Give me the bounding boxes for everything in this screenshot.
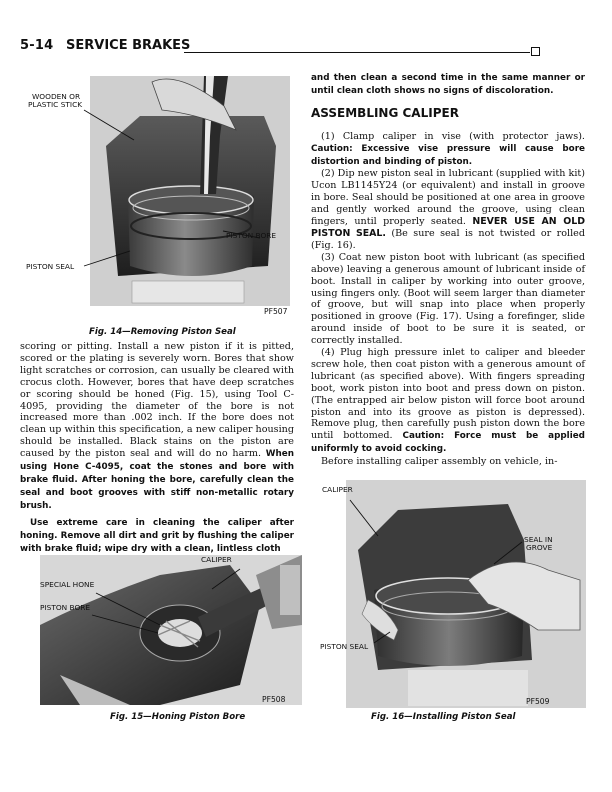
step-2-end: (Be sure seal is not twisted or rolled (Fig. 16). xyxy=(311,227,585,251)
figure-15-illustration xyxy=(40,555,302,705)
left-para-2-bold: Use extreme care in cleaning the caliper after honing. Remove all dirt and grit by flushing the caliper with brake fluid; wipe dry with a clean, lintless cloth xyxy=(20,517,294,554)
fig15-label-hone: SPECIAL HONE xyxy=(40,580,95,589)
fig15-label-caliper: CALIPER xyxy=(201,555,232,564)
fig16-code: PF509 xyxy=(526,697,550,706)
step-4 xyxy=(311,347,585,456)
left-para-1-text: scoring or pitting. Install a new piston if it is pitted, scored or the plating is severely worn. Bores that show light scratches or corrosion, can usually be cleared with crocus cloth. However, bores that have deep scratches or scoring should be honed (Fig. 15), using Tool C-4095, providing the diameter of the bore is not increased more than .002 inch. If the bore does not clean up within this specification, a new caliper housing should be installed. Black stains on the piston are caused by the piston seal and will do no harm. xyxy=(20,341,294,460)
figure-14 xyxy=(28,76,290,326)
fig16-label-seal: PISTON SEAL xyxy=(320,642,369,651)
figure-16 xyxy=(318,480,586,708)
header-end-box xyxy=(531,47,540,56)
right-intro xyxy=(311,72,585,98)
fig16-label-groove-1: SEAL IN xyxy=(524,535,553,544)
fig14-label-stick-2: PLASTIC STICK xyxy=(28,100,83,109)
fig16-label-caliper: CALIPER xyxy=(322,485,353,494)
closing-line xyxy=(311,456,585,468)
figure-15 xyxy=(40,555,302,705)
left-column-text xyxy=(20,341,294,555)
figure-14-caption: Fig. 14—Removing Piston Seal xyxy=(89,327,236,337)
assembling-heading xyxy=(311,105,585,121)
figure-15-caption: Fig. 15—Honing Piston Bore xyxy=(110,712,246,722)
left-para-1-bold: When using Hone C-4095, coat the stones and bore with brake fluid. After honing the bore, carefully clean the seal and boot grooves with stiff non-metallic rotary brush. xyxy=(20,449,294,511)
figure-16-illustration xyxy=(318,480,586,708)
step-4-text: (4) Plug high pressure inlet to caliper and bleeder screw hole, then coat piston with a generous amount of lubricant (as specified above). With fingers spreading boot, work piston into boot and press down on piston. (The entrapped air below piston will force boot around piston and into its groove as piston is depressed). Remove plug, then carefully push piston down the bore until bottomed. xyxy=(311,347,585,442)
closing-line-text: Before installing caliper assembly on vehicle, in- xyxy=(321,456,558,468)
step-1 xyxy=(311,131,585,169)
left-para-2 xyxy=(20,517,294,556)
right-intro-bold: and then clean a second time in the same manner or until clean cloth shows no signs of discoloration. xyxy=(311,73,585,96)
step-3-text: (3) Coat new piston boot with lubricant (as specified above) leaving a generous amount of lubricant inside of boot. Install in caliper by working into outer groove, using fingers only. (Boot will seem larger than diameter of groove, but will snap into place when properly positioned in groove (Fig. 17). Using a forefinger, slide around inside of boot to be sure it is seated, or correctly installed. xyxy=(311,251,585,347)
fig14-label-stick-1: WOODEN OR xyxy=(32,92,81,101)
step-4-caution: Caution: Force must be applied uniformly to avoid cocking. xyxy=(311,431,585,455)
fig15-label-bore: PISTON BORE xyxy=(40,603,91,612)
step-2-bold: NEVER USE AN OLD PISTON SEAL. xyxy=(311,216,585,239)
right-column-text xyxy=(311,72,585,468)
section-title: SERVICE BRAKES xyxy=(66,38,191,53)
fig14-label-seal: PISTON SEAL xyxy=(26,262,75,271)
figure-14-illustration xyxy=(28,76,290,326)
step-2-text: (2) Dip new piston seal in lubricant (supplied with kit) Ucon LB1145Y24 (or equivalent) and install in groove in bore. Seal should be positioned at one area in groove and gently worked around the groove, using clean fingers, until properly seated. xyxy=(311,168,585,228)
fig14-label-bore: PISTON BORE xyxy=(226,231,277,240)
fig14-code: PF507 xyxy=(264,307,288,316)
step-1-text: (1) Clamp caliper in vise (with protector jaws). xyxy=(321,130,585,142)
figure-16-caption: Fig. 16—Installing Piston Seal xyxy=(371,712,516,722)
page-number: 5-14 xyxy=(20,38,54,53)
header-rule xyxy=(184,52,530,53)
assembling-heading-text: ASSEMBLING CALIPER xyxy=(311,105,459,120)
fig16-label-groove-2: GROVE xyxy=(526,543,553,552)
step-2 xyxy=(311,168,585,251)
step-3 xyxy=(311,252,585,347)
fig15-code: PF508 xyxy=(262,695,286,704)
left-para-1 xyxy=(20,341,294,513)
step-1-caution: Caution: Excessive vise pressure will cause bore distortion and binding of piston. xyxy=(311,143,585,167)
